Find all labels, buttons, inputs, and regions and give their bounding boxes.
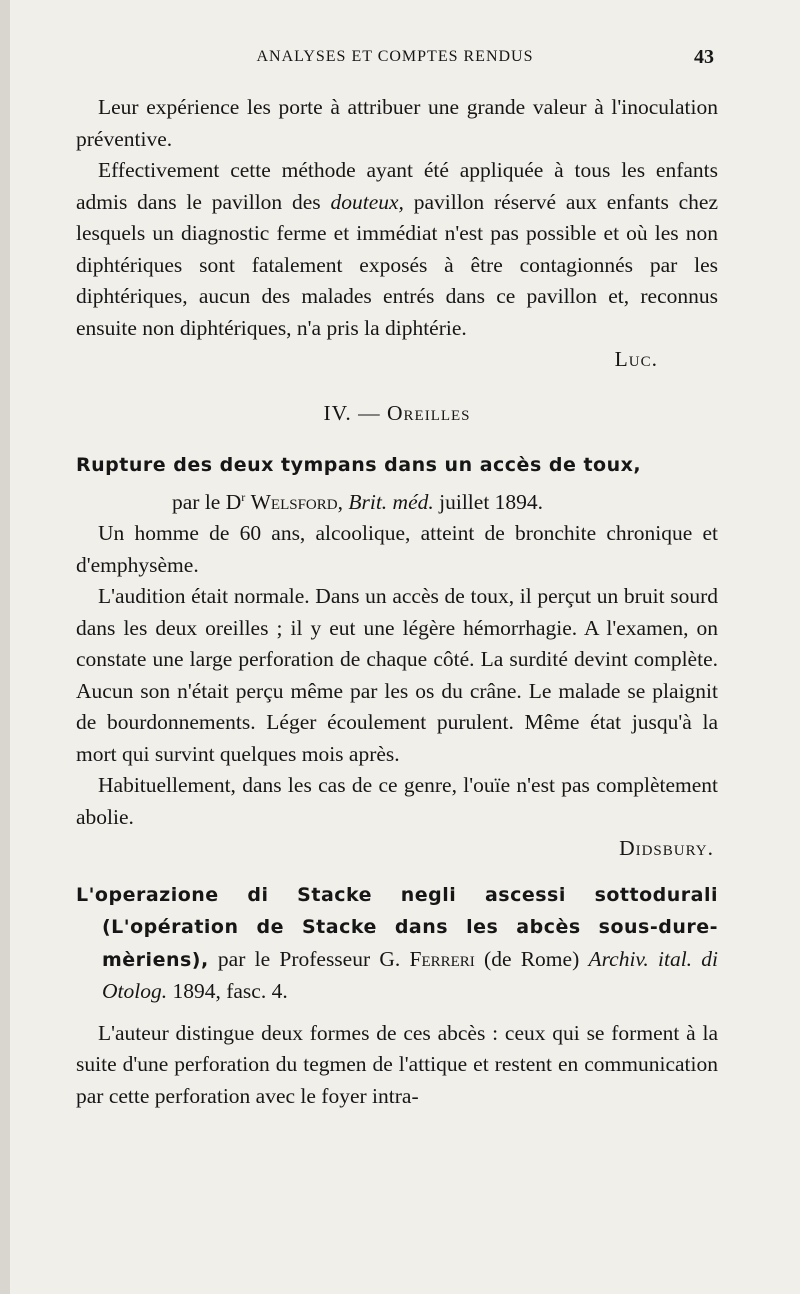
section-number: IV. — bbox=[323, 400, 387, 425]
article-1-date: juillet 1894. bbox=[433, 489, 544, 514]
article-2-date: 1894, fasc. 4. bbox=[167, 979, 288, 1004]
article-1-by-sup: r bbox=[241, 489, 246, 504]
page-header bbox=[76, 46, 714, 74]
article-1-author: Welsford, bbox=[250, 489, 343, 514]
paragraph-6: L'auteur distingue deux formes de ces abcès : ceux qui se forment à la suite d'une perforation du tegmen de l'attique et restent en communication par cette perforation avec le foyer intra- bbox=[76, 1020, 718, 1108]
page-number: 43 bbox=[694, 46, 714, 68]
article-1-heading bbox=[76, 449, 718, 482]
paragraph-2-emphasis: douteux, bbox=[330, 189, 404, 214]
page-body bbox=[76, 92, 718, 1112]
article-2-heading bbox=[76, 879, 718, 1008]
article-1-by: par le D bbox=[172, 489, 242, 514]
paragraph-1: Leur expérience les porte à attribuer une grande valeur à l'inoculation préventive. bbox=[76, 95, 718, 151]
article-1-journal: Brit. méd. bbox=[348, 489, 434, 514]
scan-edge bbox=[0, 0, 10, 1294]
paragraph-2 bbox=[76, 155, 718, 344]
paragraph-2-text-a: Effectivement cette méthode ayant été appliquée à tous les enfants admis dans le pavillon des bbox=[76, 158, 718, 214]
article-2-journal: Archiv. ital. di Otolog. bbox=[102, 946, 718, 1004]
article-2-author: Ferreri bbox=[409, 946, 475, 971]
article-1-byline bbox=[76, 482, 718, 519]
section-heading bbox=[76, 398, 718, 430]
paragraph-2-text-b: pavillon réservé aux enfants chez lesquels un diagnostic ferme et immédiat n'est pas possible et où les non diphtériques sont fatalement exposés à être contagionnés par les diphtériques, aucun des malades entrés dans ce pavillon et, reconnus ensuite non diphtériques, n'a pris la diphtérie. bbox=[76, 189, 718, 340]
article-1-title: Rupture des deux tympans dans un accès de toux, bbox=[76, 454, 642, 476]
paragraph-3: Un homme de 60 ans, alcoolique, atteint de bronchite chronique et d'emphysème. bbox=[76, 521, 718, 577]
signature-didsbury: Didsbury. bbox=[619, 836, 714, 861]
section-title: Oreilles bbox=[387, 400, 471, 425]
paragraph-5: Habituellement, dans les cas de ce genre, l'ouïe n'est pas complètement abolie. bbox=[76, 773, 718, 829]
paragraph-4: L'audition était normale. Dans un accès de toux, il perçut un bruit sourd dans les deux oreilles ; il y eut une légère hémorrhagie. A l'examen, on constate une large perforation de chaque côté. La surdité devint complète. Aucun son n'était perçu même par les os du crâne. Le malade se plaignit de bourdonnements. Léger écoulement purulent. Même état jusqu'à la mort qui survint quelques mois après. bbox=[76, 584, 718, 766]
signature-luc: Luc. bbox=[614, 347, 658, 371]
article-2-by: par le Professeur G. bbox=[208, 946, 410, 971]
article-2-title: L'operazione di Stacke negli ascessi sottodurali (L'opération de Stacke dans les abcès sous-dure-mèriens), bbox=[76, 883, 718, 971]
running-head: ANALYSES ET COMPTES RENDUS bbox=[256, 48, 534, 65]
article-2-place: (de Rome) bbox=[474, 946, 589, 971]
